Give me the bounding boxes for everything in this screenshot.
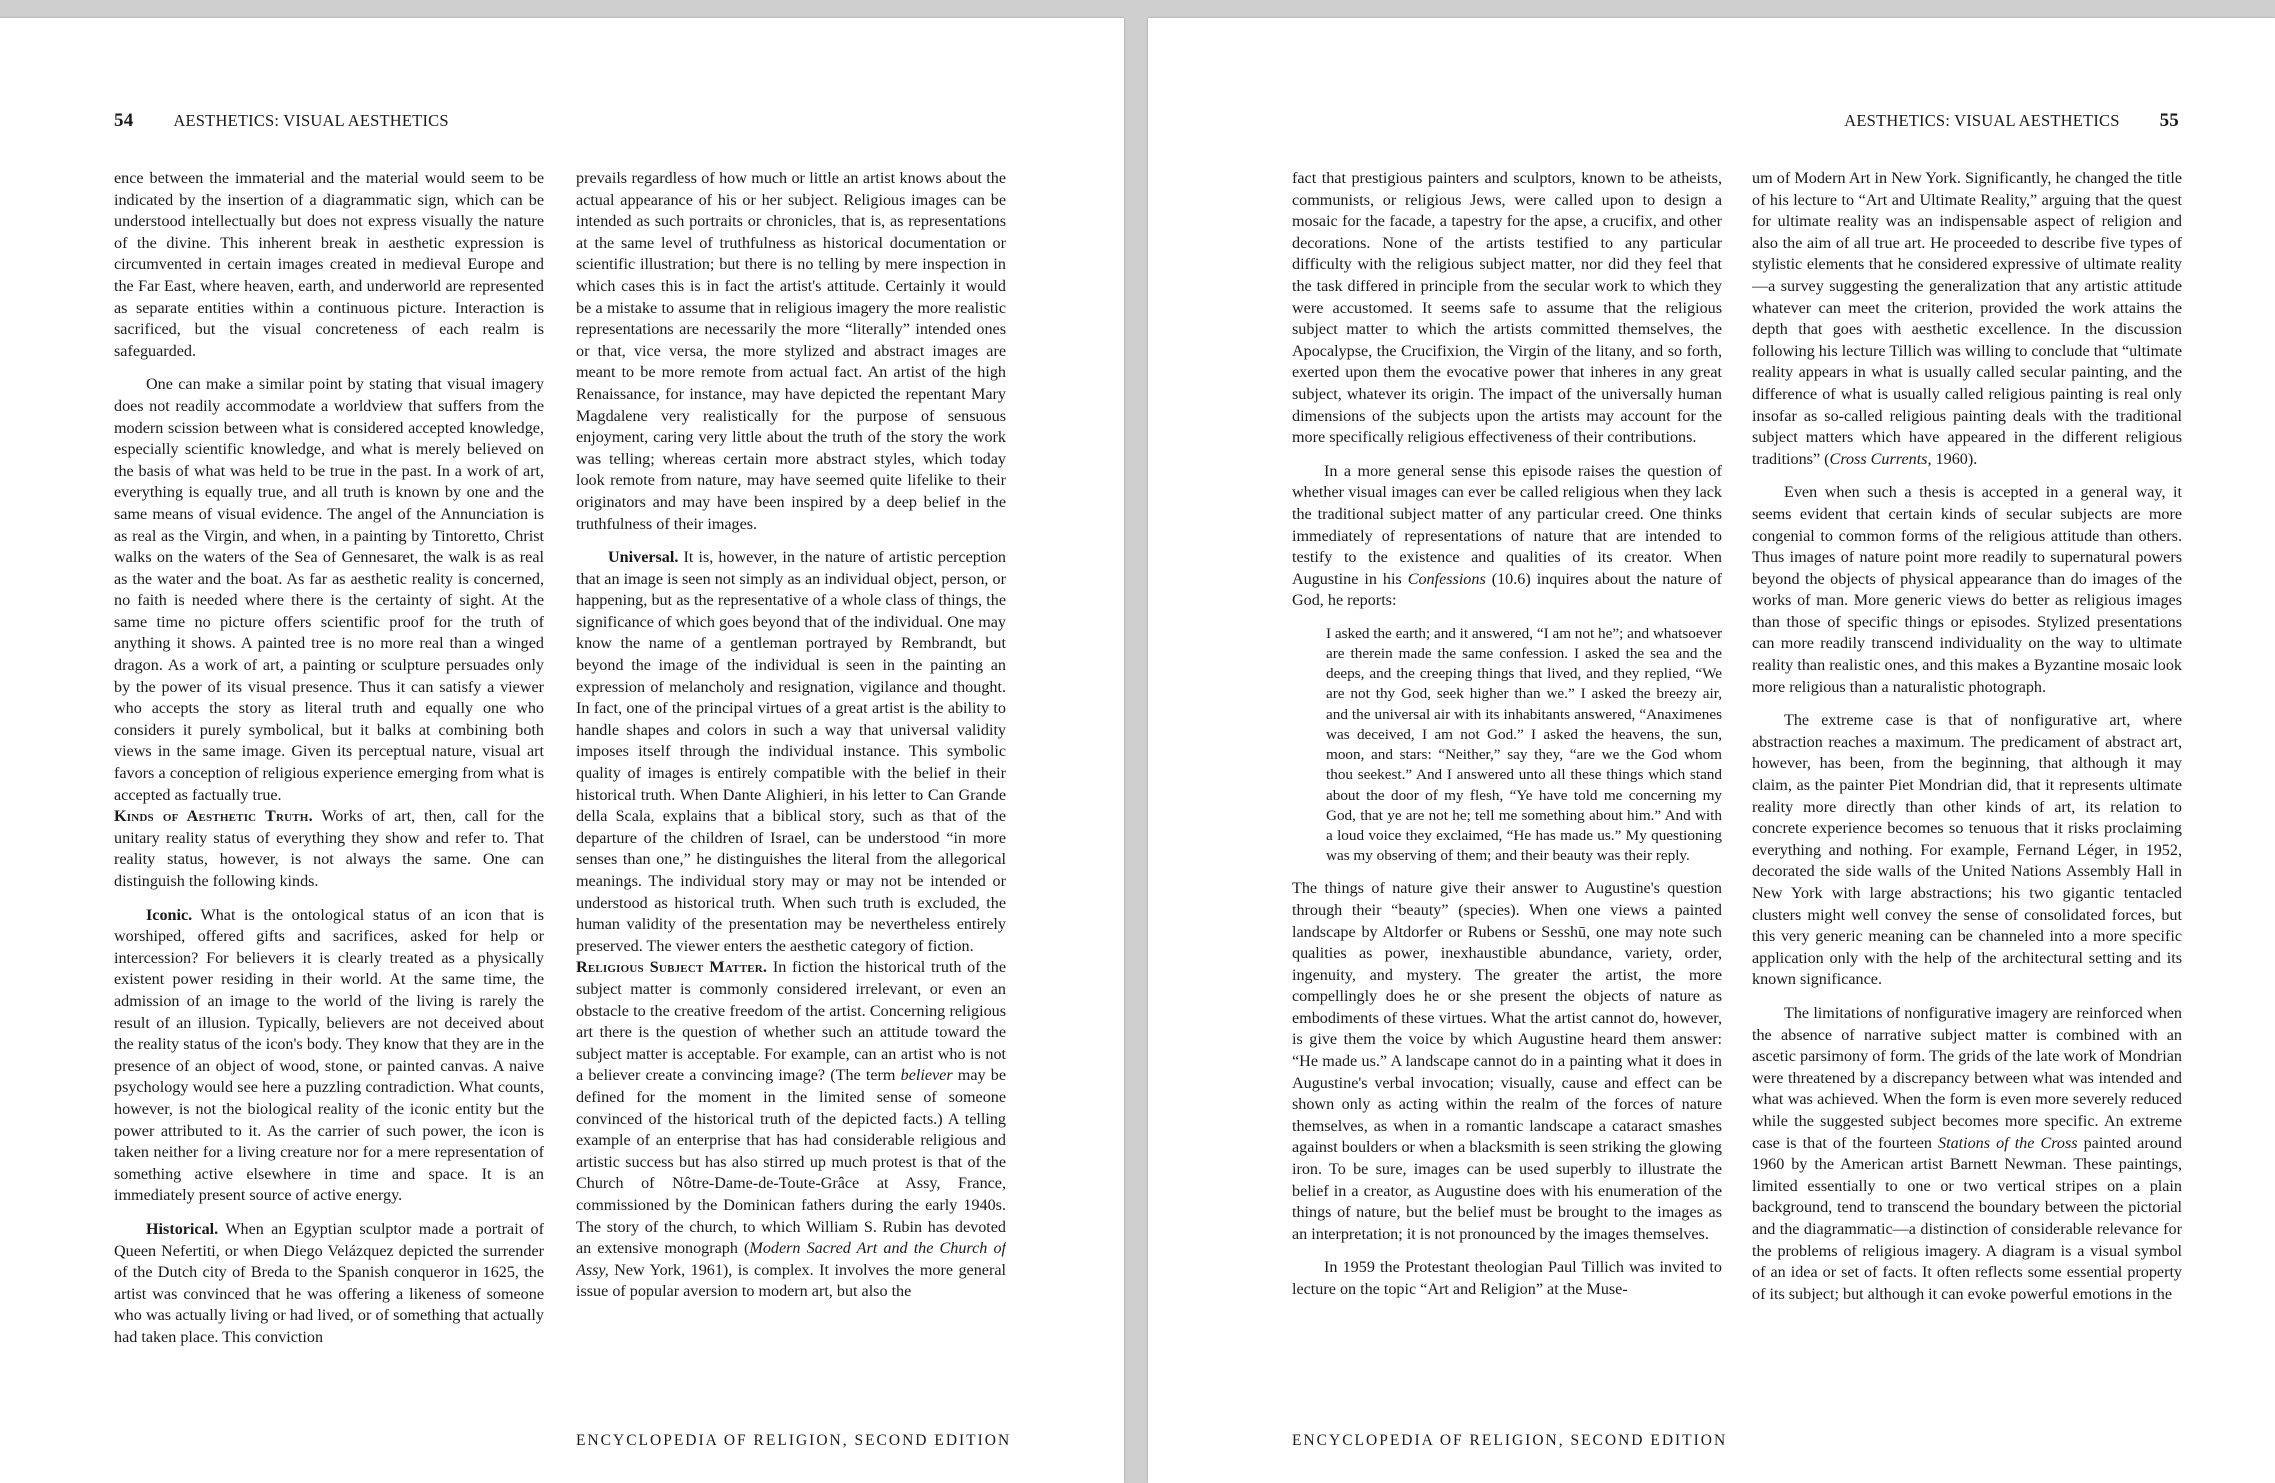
italic-title: Confessions <box>1407 570 1486 588</box>
paragraph: prevails regardless of how much or little an artist knows about the actual appearance of his or her subject. Religious images can be intended as such portraits or chronicles, that is, as representations at the same level of truthfulness as historical documentation or scientific illustration; but there is no telling by mere inspection in which cases this is in fact the artist's attitude. Certainly it would be a mistake to assume that in religious imagery the more realistic representations are necessarily the more “literally” intended ones or that, vice versa, the more stylized and abstract images are meant to be more remote from actual fact. An artist of the high Renaissance, for instance, may have depicted the repentant Mary Magdalene very realistically for the purpose of sensuous enjoyment, caring very little about the truth of the story the work was telling; whereas certain more abstract styles, which today look remote from nature, may have seemed quite lifelike to their originators and may have been inspired by a deep belief in the truthfulness of their images. <box>576 170 1006 533</box>
paragraph-text: um of Modern Art in New York. Significantly, he changed the title of his lecture to “Art and Ultimate Reality,” arguing that the quest for ultimate reality was an indispensable aspect of religion and also the aim of all true art. He proceeded to describe five types of stylistic elements that he considered expressive of ultimate reality—a survey suggesting the generalization that any artistic attitude whatever can meet the criterion, provided the work attains the depth that goes with aesthetic excellence. In the discussion following his lecture Tillich was willing to conclude that “ultimate reality appears in what is usually called secular painting, and the difference of what is usually called religious painting is real only insofar as so-called religious painting deals with the traditional subject matters which have appeared in the different religious traditions” ( <box>1752 170 2182 468</box>
left-column-2 <box>576 168 1006 1413</box>
page-gutter <box>1124 0 1148 1483</box>
paragraph-text: In fiction the historical truth of the subject matter is commonly considered irrelevant, or even an obstacle to the creative freedom of the artist. Concerning religious art there is the question of whether such an attitude toward the subject matter is acceptable. For example, can an artist who is not a believer create a convincing image? (The term <box>576 959 1006 1085</box>
paragraph-text: The limitations of nonfigurative imagery are reinforced when the absence of narrative subject matter is combined with an ascetic parsimony of form. The grids of the late work of Mondrian were threatened by a discrepancy between what was intended and what was achieved. When the form is even more severely reduced while the suggested subject becomes more specific. An extreme case is that of the fourteen <box>1752 1004 2182 1152</box>
paragraph: In 1959 the Protestant theologian Paul Tillich was invited to lecture on the topic “Art and Religion” at the Muse- <box>1292 1259 1722 1298</box>
italic-title: Stations of the Cross <box>1938 1134 2078 1152</box>
paragraph <box>1752 1003 2182 1305</box>
italic-title: Cross Currents, <box>1829 450 1932 468</box>
paragraph: ence between the immaterial and the material would seem to be indicated by the insertion of a diagrammatic sign, which can be understood intellectually but does not express visually the nature of the divine. This inherent break in aesthetic expression is circumvented in certain images created in medieval Europe and the Far East, where heaven, earth, and underworld are represented as separate entities within a continuous picture. Interaction is sacrificed, but the visual concreteness of each realm is safeguarded. <box>114 170 544 360</box>
italic-term: believer <box>900 1067 953 1085</box>
subsection-heading: Historical. <box>146 1220 219 1238</box>
right-footer: ENCYCLOPEDIA OF RELIGION, SECOND EDITION <box>1292 1432 1728 1449</box>
italic-title: Modern Sacred Art and the Church of Assy, <box>576 1240 1006 1279</box>
section-heading: Religious Subject Matter. <box>576 959 768 977</box>
paragraph: fact that prestigious painters and sculptors, known to be atheists, communists, or religious Jews, were called upon to design a mosaic for the facade, a tapestry for the apse, a crucifix, and other decorations. None of the artists testified to any particular difficulty with the religious subject matter, nor did they feel that the task differed in principle from the secular work to which they were accustomed. It seems safe to assume that the religious subject matter to which the artists committed themselves, the Apocalypse, the Crucifixion, the Virgin of the litany, and so forth, exerted upon them the evocative power that inheres in any great subject, whatever its origin. The impact of the universally human dimensions of the subjects upon the artists may account for the more specifically religious effectiveness of their contributions. <box>1292 170 1722 447</box>
paragraph-text: (10.6) inquires about the nature of God, he reports: <box>1292 570 1722 610</box>
paragraph <box>1752 168 2182 470</box>
page-right <box>1148 18 2275 1483</box>
paragraph-text: may be defined for the moment in the limited sense of someone convinced of the historical truth of the depicted facts.) A telling example of an enterprise that has had considerable religious and artistic success but has also stirred up much protest is that of the Church of Nôtre-Dame-de-Toute-Grâce at Assy, France, commissioned by the Dominican fathers during the early 1940s. The story of the church, to which William S. Rubin has devoted an extensive monograph ( <box>576 1067 1006 1258</box>
paragraph-text: New York, 1961), is complex. It involves the more general issue of popular aversion to modern art, but also the <box>576 1261 1006 1301</box>
paragraph-text: 1960). <box>1935 450 1978 468</box>
left-column-1 <box>114 168 544 1413</box>
right-header <box>1844 110 2179 132</box>
paragraph-text: What is the ontological status of an icon that is worshiped, offered gifts and sacrifices, asked for help or intercession? For believers it is clearly treated as a physically existent power residing in their world. At the same time, the admission of an image to the world of the living is rarely the result of an illusion. Typically, believers are not deceived about the reality status of the icon's body. They know that they are in the presence of an object of wood, stone, or painted canvas. A naive psychology would see here a puzzling contradiction. What counts, however, is not the biological reality of the iconic entity but the power attributed to it. As the carrier of such power, the icon is taken neither for a living creature nor for a mere representation of something active elsewhere in time and space. It is an immediately present source of active energy. <box>114 906 544 1205</box>
paragraph: One can make a similar point by stating that visual imagery does not readily accommodate a worldview that suffers from the modern scission between what is considered accepted knowledge, especially scientific knowledge, and what is merely believed on the basis of what was held to be true in the past. In a work of art, everything is equally true, and all truth is known by one and the same means of visual evidence. The angel of the Annunciation is as real as the Virgin, and when, in a painting by Tintoretto, Christ walks on the waters of the Sea of Gennesaret, the walk is as real as the water and the boat. As far as aesthetic reality is concerned, no faith is needed where there is the certainty of sight. At the same time no picture offers scientific proof for the truth of anything it shows. A painted tree is no more real than a winged dragon. As a work of art, a painting or sculpture persuades only by the power of its visual presence. Thus it can satisfy a viewer who accepts the story as literal truth and equally one who considers it purely symbolical, but it balks at combining both views in the same image. Given its perceptual nature, visual art favors a conception of religious experience emerging from what is accepted as factually true. <box>114 376 544 804</box>
paragraph <box>1292 461 1722 612</box>
section-paragraph <box>114 806 544 892</box>
subsection-paragraph <box>576 547 1006 957</box>
paragraph-text: When an Egyptian sculptor made a portrait of Queen Nefertiti, or when Diego Velázquez depicted the surrender of the Dutch city of Breda to the Spanish conqueror in 1625, the artist was convinced that he was offering a likeness of someone who was actually living or had lived, or of something that actually had taken place. This conviction <box>114 1220 544 1346</box>
paragraph-text: In a more general sense this episode raises the question of whether visual images can ever be called religious when they lack the traditional subject matter of any particular creed. One thinks immediately of representations of nature that are intended to testify to the existence and qualities of its creator. When Augustine in his <box>1292 462 1722 588</box>
left-running-head: AESTHETICS: VISUAL AESTHETICS <box>173 111 449 130</box>
subsection-heading: Iconic. <box>146 906 193 924</box>
paragraph: The things of nature give their answer to Augustine's question through their “beauty” (species). When one views a painted landscape by Altdorfer or Rubens or Sesshū, one may note such qualities as power, inexhaustible abundance, variety, order, ingenuity, and mystery. The greater the artist, the more compellingly does he or she present the objects of nature as embodiments of these virtues. What the artist cannot do, however, is give them the voice by which Augustine heard them answer: “He made us.” A landscape cannot do in a painting what it does in Augustine's verbal invocation; visually, cause and effect can be shown only as acting within the realm of the forces of nature themselves, as when in a romantic landscape a cataract smashes against boulders or when a blacksmith is seen striking the glowing iron. To be sure, images can be used superbly to illustrate the belief in a creator, as Augustine does with his enumeration of the things of nature, but the belief must be brought to the images as an interpretation; it is not pronounced by the images themselves. <box>1292 880 1722 1243</box>
block-quote: I asked the earth; and it answered, “I am not he”; and whatsoever are therein made the same confession. I asked the sea and the deeps, and the creeping things that lived, and they replied, “We are not thy God, seek higher than we.” I asked the breezy air, and the universal air with its inhabitants answered, “Anaximenes was deceived, I am not God.” I asked the heavens, the sun, moon, and stars: “Neither,” say they, “are we the God whom thou seekest.” And I answered unto all these things which stand about the door of my flesh, “Ye have told me concerning my God, that ye are not he; tell me something about him.” And with a loud voice they exclaimed, “He has made us.” My questioning was my observing of them; and their beauty was their reply. <box>1326 624 1722 865</box>
left-page-number: 54 <box>114 110 134 131</box>
subsection-paragraph <box>114 1219 544 1349</box>
left-footer: ENCYCLOPEDIA OF RELIGION, SECOND EDITION <box>576 1432 1012 1449</box>
section-heading: Kinds of Aesthetic Truth. <box>114 808 313 826</box>
right-column-2 <box>1752 168 2182 1413</box>
paragraph-text: Works of art, then, call for the unitary reality status of everything they show and refer to. That reality status, however, is not always the same. One can distinguish the following kinds. <box>114 808 544 890</box>
subsection-paragraph <box>114 905 544 1207</box>
right-page-number: 55 <box>2159 110 2179 131</box>
left-header <box>114 110 449 132</box>
paragraph: The extreme case is that of nonfigurative art, where abstraction reaches a maximum. The predicament of abstract art, however, has been, from the beginning, that although it may claim, as the painter Piet Mondrian did, that it represents ultimate reality more directly than other kinds of art, its relation to concrete experience becomes so tenuous that it risks proclaiming everything and nothing. For example, Fernand Léger, in 1952, decorated the side walls of the United Nations Assembly Hall in New York with large abstractions; his two gigantic tentacled clusters might well convey the sense of consolidated forces, but this very generic meaning can be channeled into a more specific application only with the help of the architectural setting and its known significance. <box>1752 712 2182 989</box>
right-column-1 <box>1292 168 1722 1413</box>
right-running-head: AESTHETICS: VISUAL AESTHETICS <box>1844 111 2120 130</box>
section-paragraph <box>576 957 1006 1303</box>
paragraph-text: It is, however, in the nature of artistic perception that an image is seen not simply as an individual object, person, or happening, but as the representative of a whole class of things, the significance of which goes beyond that of the individual. One may know the name of a gentleman portrayed by Rembrandt, but beyond the image of the individual is seen in the painting an expression of melancholy and resignation, vigilance and thought. In fact, one of the principal virtues of a great artist is the ability to handle shapes and colors in such a way that universal validity imposes itself through the individual instance. This symbolic quality of images is entirely compatible with the belief in their historical truth. When Dante Alighieri, in his letter to Can Grande della Scala, explains that a biblical story, such as that of the departure of the children of Israel, can be understood “in more senses than one,” he distinguishes the literal from the allegorical meanings. The individual story may or may not be intended or understood as historical truth. When such truth is excluded, the human validity of the presentation may be nevertheless entirely preserved. The viewer enters the aesthetic category of fiction. <box>576 549 1006 955</box>
page-left <box>0 18 1124 1483</box>
paragraph-text: painted around 1960 by the American artist Barnett Newman. These paintings, limited essentially to one or two vertical stripes on a plain background, tend to transcend the boundary between the pictorial and the diagrammatic—a distinction of considerable relevance for the problems of religious imagery. A diagram is a visual symbol of an idea or set of facts. It often reflects some essential property of its subject; but although it can evoke powerful emotions in the <box>1752 1134 2182 1303</box>
subsection-heading: Universal. <box>608 549 679 567</box>
paragraph: Even when such a thesis is accepted in a general way, it seems evident that certain kinds of secular subjects are more congenial to common forms of the religious attitude than others. Thus images of nature point more readily to supernatural powers beyond the objects of physical appearance than do images of the works of man. More generic views do better as religious images than those of specific things or episodes. Stylized presentations can more readily transcend individuality on the way to ultimate reality than realistic ones, and this makes a Byzantine mosaic look more religious than a naturalistic photograph. <box>1752 484 2182 696</box>
